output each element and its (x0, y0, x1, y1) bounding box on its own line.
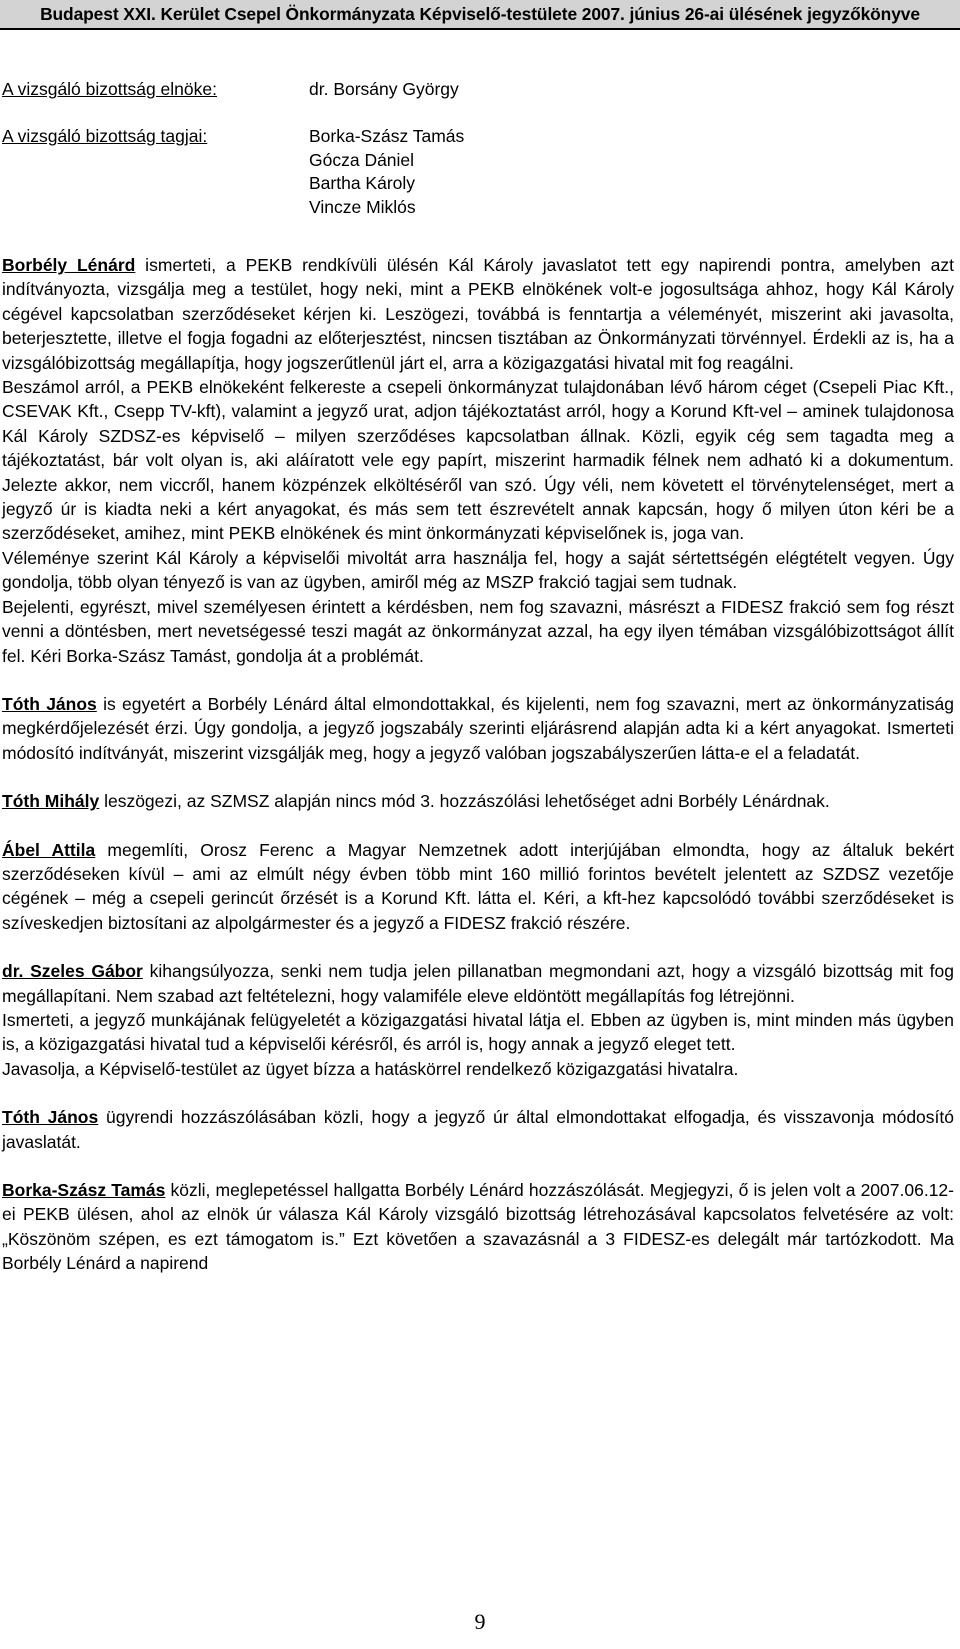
speaker-name: Ábel Attila (2, 839, 96, 860)
member-name: Vincze Miklós (309, 196, 416, 217)
minutes-paragraph (2, 789, 954, 813)
document-title: Budapest XXI. Kerület Csepel Önkormányzata Képviselő-testülete 2007. június 26-ai ülésének jegyzőkönyve (40, 4, 920, 24)
minutes-paragraph (2, 546, 954, 595)
paragraph-text: leszögezi, az SZMSZ alapján nincs mód 3. hozzászólási lehetőséget adni Borbély Lénárdnak. (99, 791, 830, 812)
paragraph-text: is egyetért a Borbély Lénárd által elmondottakkal, és kijelenti, nem fog szavazni, mert az önkormányzatiság megkérdőjelezését érzi. Úgy gondolja, a jegyző jogszabály szerinti eljárásrend alapján adta ki a kért anyagokat. Ismerteti módosító indítványát, miszerint vizsgálják meg, hogy a jegyző valóban jogszabályszerűen látta-e el a feladatát. (2, 693, 954, 763)
minutes-paragraph (2, 959, 954, 1008)
paragraph-text: Javasolja, a Képviselő-testület az ügyet bízza a hatáskörrel rendelkező közigazgatási hivatalra. (2, 1058, 739, 1079)
minutes-body (2, 253, 954, 1276)
speaker-name: Tóth Mihály (2, 791, 100, 812)
committee-chair-row (0, 78, 960, 102)
chair-label: A vizsgáló bizottság elnöke: (2, 79, 217, 99)
minutes-paragraph (2, 1178, 954, 1276)
member-name: Gócza Dániel (309, 149, 415, 170)
member-name: Bartha Károly (309, 173, 416, 193)
members-label: A vizsgáló bizottság tagjai: (2, 126, 208, 146)
paragraph-text: Véleménye szerint Kál Károly a képviselői mivoltát arra használja fel, hogy a saját sértettségén elégtételt vegyen. Úgy gondolja, több olyan tényező is van az ügyben, amiről még az MSZP frakció tagjai sem tudnak. (2, 547, 954, 593)
page-number: 9 (474, 1609, 486, 1634)
minutes-paragraph (2, 1057, 954, 1081)
paragraph-text: ügyrendi hozzászólásában közli, hogy a jegyző úr által elmondottakat elfogadja, és visszavonja módosító javaslatát. (2, 1107, 954, 1152)
paragraph-text: kihangsúlyozza, senki nem tudja jelen pillanatban megmondani azt, hogy a vizsgáló bizottság mit fog megállapítani. Nem szabad azt feltételezni, hogy valamiféle eleve eldöntött megállapítás fog létrejönni. (2, 961, 954, 1006)
document-header (0, 0, 960, 30)
chair-name: dr. Borsány György (309, 79, 459, 99)
speaker-name: Tóth János (2, 693, 97, 714)
paragraph-text: ismerteti, a PEKB rendkívüli ülésén Kál Károly javaslatot tett egy napirendi pontra, amelyben azt indítványozta, vizsgálja meg a testület, hogy neki, mint a PEKB elnökének volt-e jogosultsága ahhoz, hogy Kál Károly cégével kapcsolatban szerződéseket kérjen ki. Leszögezi, továbbá is fenntartja a véleményét, miszerint aki javasolta, beterjesztette, illetve el fogja fogadni az előterjesztést, nincsen tisztában az Önkormányzati törvénnyel. Érdekli az is, ha a vizsgálóbizottság megállapítja, hogy jogszerűtlenül járt el, arra a közigazgatási hivatal mit fog reagálni. (2, 255, 954, 373)
paragraph-text: Beszámol arról, a PEKB elnökeként felkereste a csepeli önkormányzat tulajdonában lévő három céget (Csepeli Piac Kft., CSEVAK Kft., Csepp TV-kft), valamint a jegyző urat, adjon tájékoztatást arról, hogy a Korund Kft-vel – aminek tulajdonosa Kál Károly SZDSZ-es képviselő – milyen szerződéses kapcsolatban állnak. Közli, egyik cég sem tagadta meg a tájékoztatást, bár volt olyan is, aki aláíratott vele egy papírt, miszerint harmadik félnek nem adható ki a dokumentum. Jelezte akkor, nem viccről, hanem közpénzek elköltéséről van szó. Úgy véli, nem követett el törvénytelenséget, mert a jegyző úr is kiadta neki a kért anyagokat, és más sem tett észrevételt annak kapcsán, hogy ő milyen úton kéri be a szerződéseket, amihez, mint PEKB elnökének és mint önkormányzati képviselőnek is, joga van. (2, 377, 954, 544)
paragraph-text: közli, meglepetéssel hallgatta Borbély Lénárd hozzászólását. Megjegyzi, ő is jelen volt a 2007.06.12-ei PEKB ülésen, ahol az elnök úr válasza Kál Károly vizsgáló bizottság létrehozásával kapcsolatos felvetésére az volt: „Köszönöm szépen, es ezt támogatom is.” Ezt követően a szavazásnál a 3 FIDESZ-es delegált már tartózkodott. Ma Borbély Lénárd a napirend (2, 1180, 954, 1274)
minutes-paragraph (2, 838, 954, 936)
paragraph-text: Ismerteti, a jegyző munkájának felügyeletét a közigazgatási hivatal látja el. Ebben az ügyben is, mint minden más ügyben is, a közigazgatási hivatal tud a képviselői kérésről, és arról is, hogy annak a jegyző eleget tett. (2, 1009, 954, 1055)
member-name: Borka-Szász Tamás (309, 126, 465, 146)
committee-members-row (0, 125, 960, 217)
minutes-paragraph (2, 1008, 954, 1057)
paragraph-text: megemlíti, Orosz Ferenc a Magyar Nemzetnek adott interjújában elmondta, hogy az általuk bekért szerződéseken kívül – ami az elmúlt négy évben több mint 160 millió forintos bevételt jelentett az SZDSZ vezetője cégének – még a csepeli gerincút őrzését is a Korund Kft. látta el. Kéri, a kft-hez kapcsolódó további szerződéseket is szíveskedjen biztosítani az alpolgármester és a jegyző a FIDESZ frakció részére. (2, 839, 954, 933)
paragraph-text: Bejelenti, egyrészt, mivel személyesen érintett a kérdésben, nem fog szavazni, másrészt a FIDESZ frakció sem fog részt venni a döntésben, mert nevetségessé teszi magát az önkormányzat azzal, ha egy ilyen témában vizsgálóbizottságot állít fel. Kéri Borka-Szász Tamást, gondolja át a problémát. (2, 596, 954, 666)
minutes-paragraph (2, 375, 954, 546)
minutes-paragraph (2, 692, 954, 765)
committee-block (0, 78, 960, 217)
minutes-paragraph (2, 595, 954, 668)
minutes-paragraph (2, 253, 954, 375)
members-list (309, 125, 464, 219)
speaker-name: Borbély Lénárd (2, 255, 136, 275)
speaker-name: dr. Szeles Gábor (2, 961, 143, 982)
speaker-name: Borka-Szász Tamás (2, 1180, 166, 1200)
minutes-paragraph (2, 1105, 954, 1154)
speaker-name: Tóth János (2, 1107, 99, 1128)
